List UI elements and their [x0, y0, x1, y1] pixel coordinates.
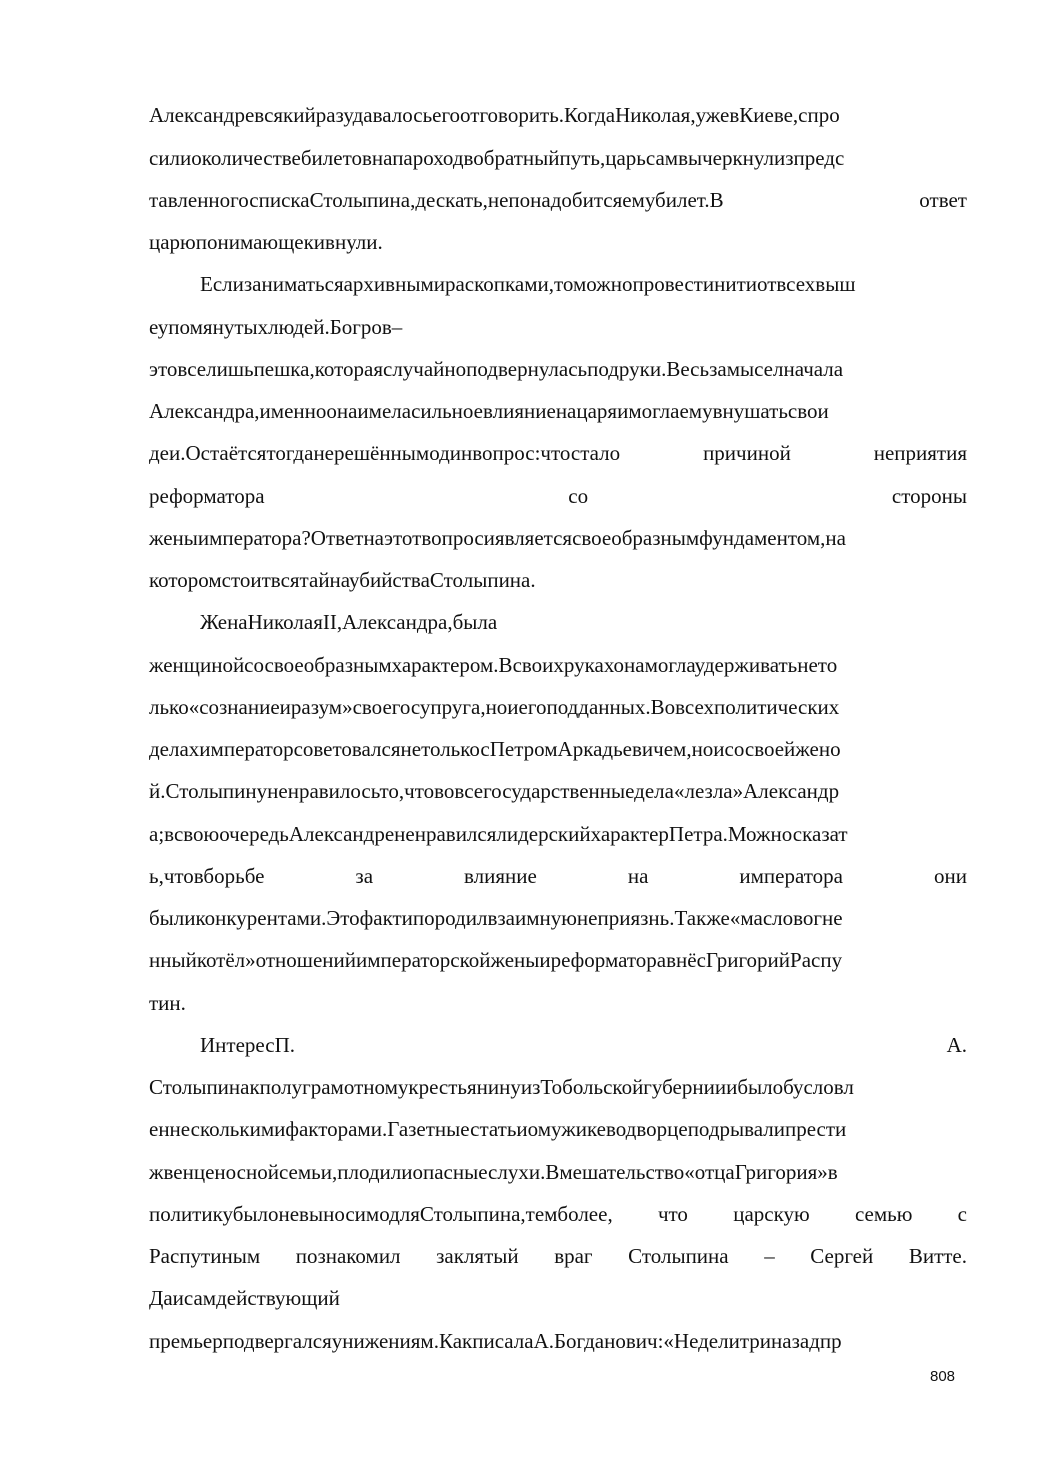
text-line-12: которомстоитвсятайнаубийстваСтолыпина. — [149, 568, 536, 592]
text-line-6: еупомянутыхлюдей.Богров– — [149, 315, 403, 339]
text-line-27 — [149, 1199, 967, 1229]
word: ь,чтовборьбе — [149, 864, 265, 888]
word: за — [355, 864, 374, 888]
word: ИнтересП. — [200, 1033, 295, 1057]
word: политикубылоневыносимодляСтолыпина,темболее, — [149, 1202, 613, 1226]
text-line-16: делахимператорсоветовалсянетолькосПетромАркадьевичем,ноисосвоейжено — [149, 737, 841, 761]
word: императора — [739, 864, 843, 888]
text-line-3 — [149, 185, 967, 215]
text-line-25: еннесколькимифакторами.Газетныестатьиомужикеводворцеподрывалипрести — [149, 1117, 847, 1141]
word: реформатора — [149, 484, 265, 508]
text-line-19 — [149, 861, 967, 891]
word: – — [764, 1244, 775, 1268]
word: Витте. — [908, 1244, 967, 1268]
text-line-30: премьерподвергалсяунижениям.КакписалаА.Богданович:«Неделитриназадпр — [149, 1329, 842, 1353]
text-line-4: царюпонимающекивнули. — [149, 230, 383, 254]
word: Сергей — [810, 1244, 874, 1268]
word: семью — [854, 1202, 913, 1226]
text-line-8: Александра,именноонаимеласильноевлияниенацаряимоглаемувнушатьсвои — [149, 399, 829, 423]
word: со — [568, 484, 589, 508]
text-line-20: быликонкурентами.Этофактипородилвзаимнуюнеприязнь.Также«масловогне — [149, 906, 843, 930]
text-line-14: женщинойсосвоеобразнымхарактером.Всвоихрукахонамоглаудерживатьнето — [149, 653, 838, 677]
text-line-24: СтолыпинакполуграмотномукрестьянинуизТобольскойгубернииибылобусловл — [149, 1075, 854, 1099]
word: Столыпина — [628, 1244, 729, 1268]
word: причиной — [703, 441, 791, 465]
word: с — [957, 1202, 967, 1226]
word: заклятый — [436, 1244, 519, 1268]
word: стороны — [891, 484, 967, 508]
word: на — [627, 864, 649, 888]
word: А. — [946, 1033, 967, 1057]
word: что — [657, 1202, 688, 1226]
text-line-26: жвенценоснойсемьи,плодилиопасныеслухи.Вмешательство«отцаГригория»в — [149, 1160, 838, 1184]
word: деи.Остаётсятогданерешённымодинвопрос:чтостало — [149, 441, 621, 465]
text-line-1: Александревсякийразудавалосьегоотговорить.КогдаНиколая,ужевКиеве,спро — [149, 103, 840, 127]
text-line-23 — [200, 1030, 967, 1060]
text-line-29: Даисамдействующий — [149, 1286, 340, 1310]
text-line-13: ЖенаНиколаяII,Александра,была — [200, 610, 498, 634]
word: царскую — [733, 1202, 810, 1226]
word: Распутиным — [149, 1244, 261, 1268]
text-line-10 — [149, 481, 967, 511]
text-line-15: лько«сознаниеиразум»своегосупруга,ноиегоподданных.Вовсехполитических — [149, 695, 840, 719]
text-line-9 — [149, 438, 967, 468]
text-line-21: нныйкотёл»отношенийимператорскойженыиреформаторавнёсГригорийРаспу — [149, 948, 843, 972]
word: ответ — [919, 188, 967, 212]
word: враг — [554, 1244, 593, 1268]
text-line-22: тин. — [149, 991, 186, 1015]
word: тавленногоспискаСтолыпина,дескать,непонадобитсяемубилет.В — [149, 188, 724, 212]
word: неприятия — [873, 441, 967, 465]
text-line-5: Еслизаниматьсяархивнымираскопками,томожнопровестинитиотвсехвыш — [200, 272, 856, 296]
text-line-11: женыимператора?Ответнаэтотвопросиявляетсясвоеобразнымфундаментом,на — [149, 526, 846, 550]
text-line-7: этовселишьпешка,котораяслучайноподвернуласьподруки.Весьзамыселначала — [149, 357, 844, 381]
word: влияние — [464, 864, 537, 888]
text-line-18: а;всвоюочередьАлександрененравилсялидерскийхарактерПетра.Можносказат — [149, 822, 848, 846]
word: познакомил — [295, 1244, 401, 1268]
text-line-28 — [149, 1241, 967, 1271]
text-line-17: й.Столыпинуненравилосьто,чтововсегосударственныедела«лезла»Александр — [149, 779, 840, 803]
page-number: 808 — [930, 1368, 956, 1385]
word: они — [933, 864, 967, 888]
text-line-2: силиоколичествебилетовнапароходвобратныйпуть,царьсамвычеркнулизпредс — [149, 146, 845, 170]
